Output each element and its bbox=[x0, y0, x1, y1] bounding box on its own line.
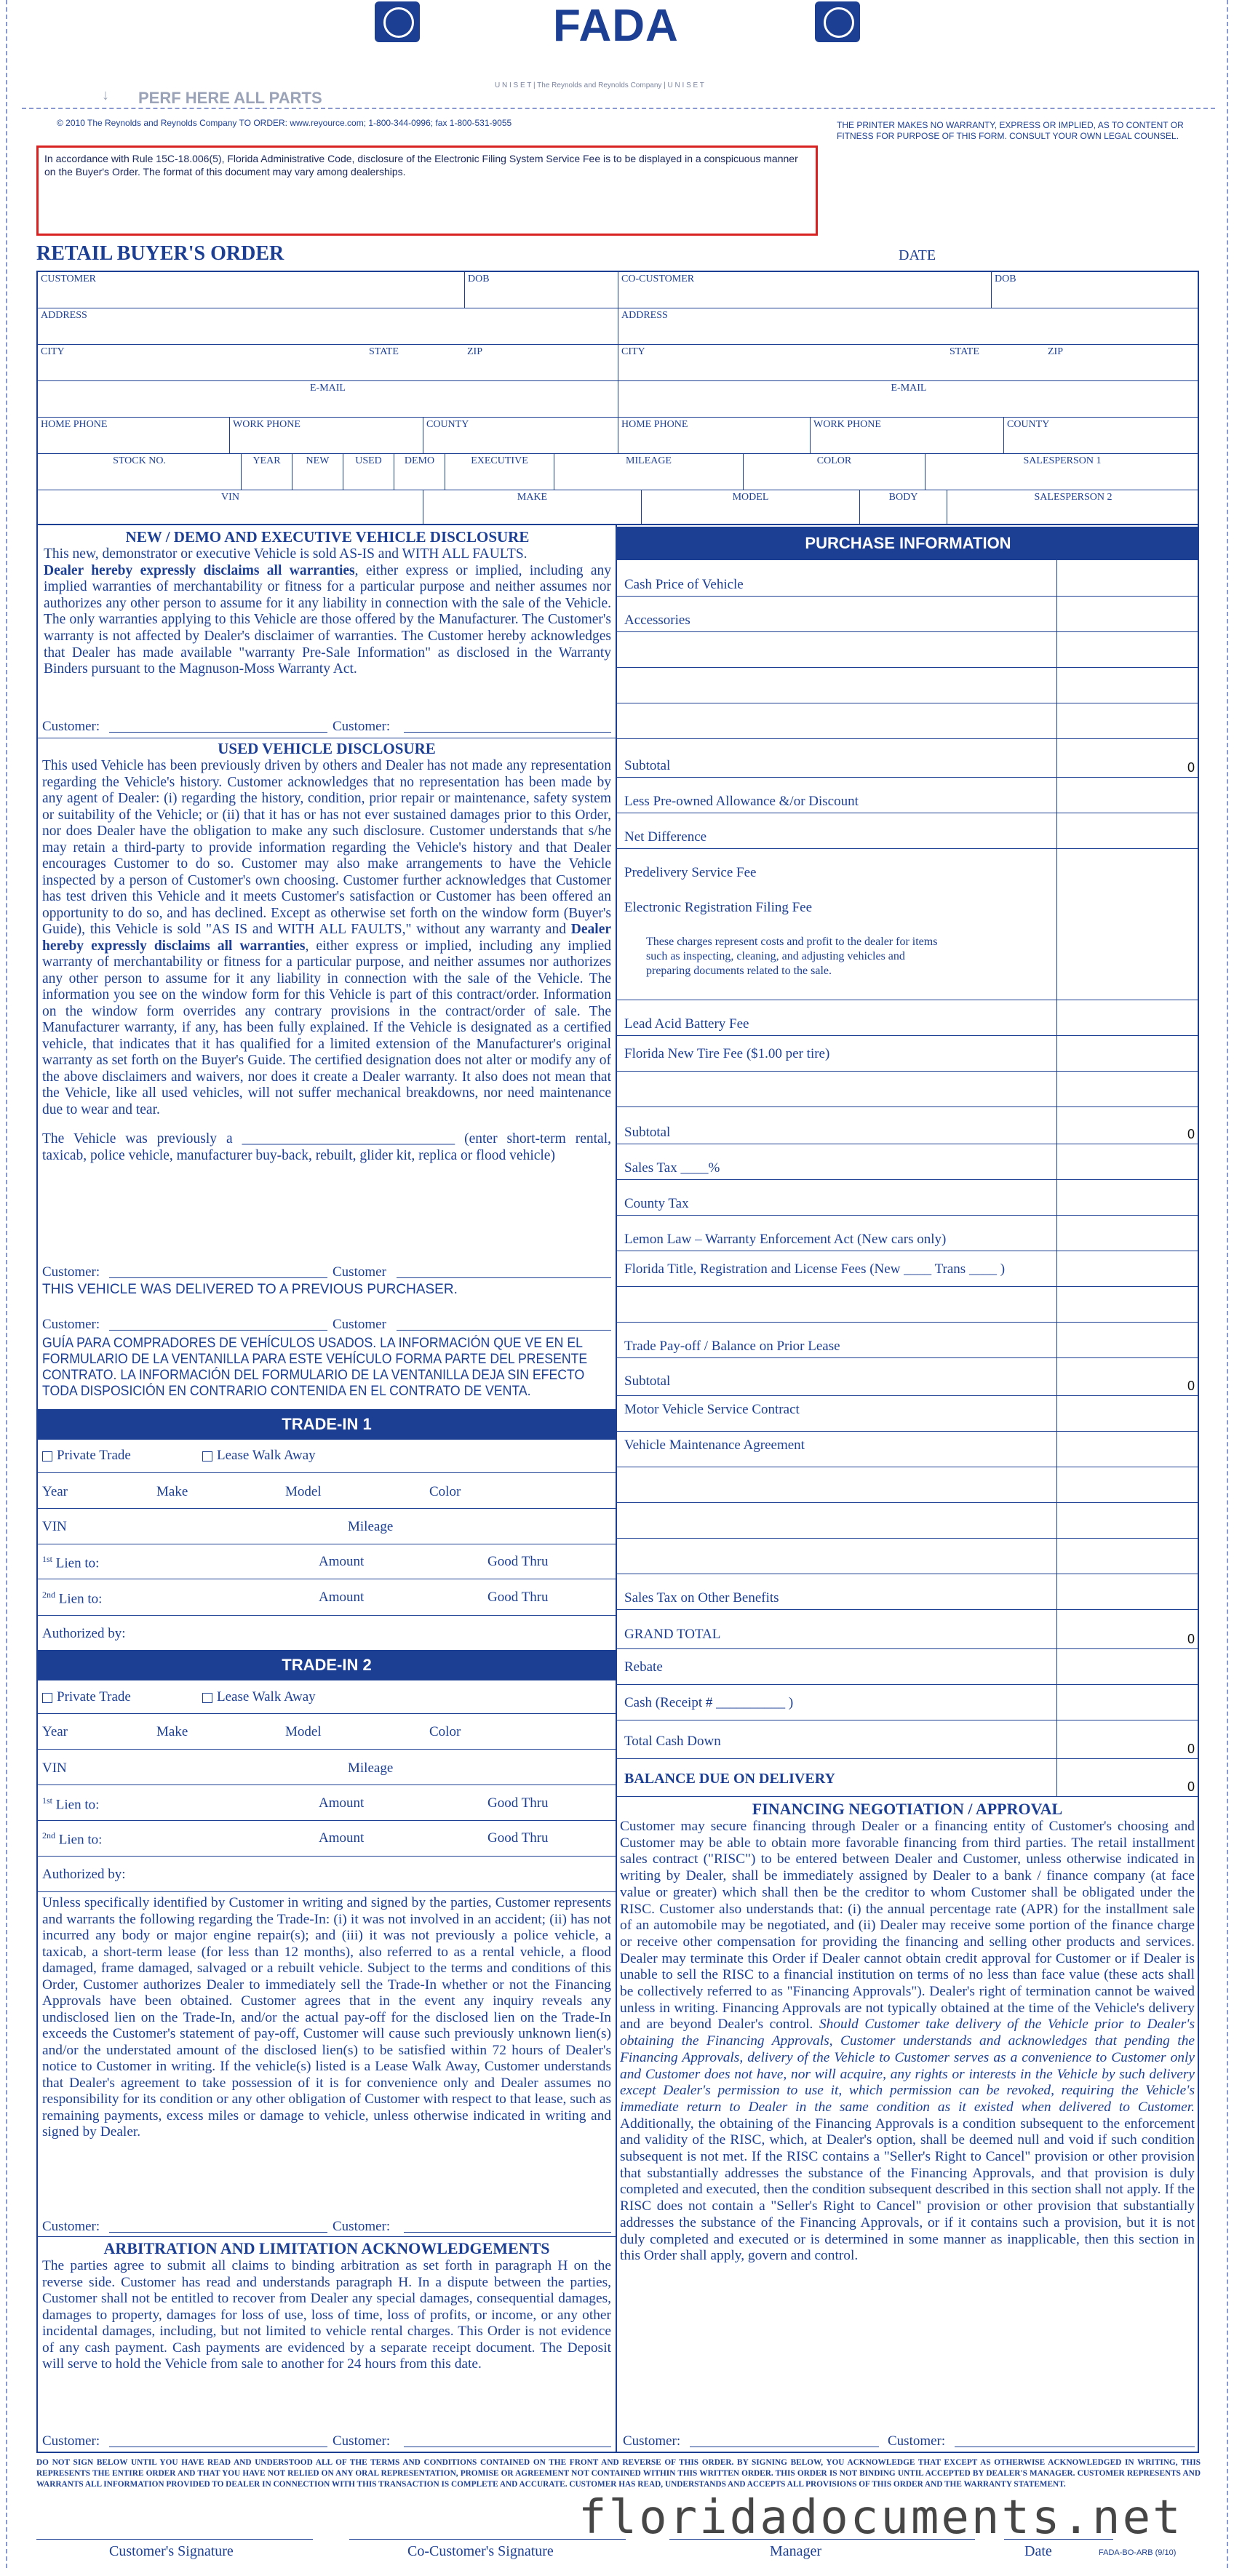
accessories-row[interactable] bbox=[617, 597, 1199, 632]
used-disclosure-title: USED VEHICLE DISCLOSURE bbox=[218, 740, 436, 757]
fin-co-sig: Customer: bbox=[888, 2433, 946, 2449]
divider bbox=[36, 1820, 617, 1821]
t2-lien2-label: Lien to: bbox=[58, 1832, 103, 1848]
new-customer-sig-line[interactable] bbox=[109, 732, 327, 733]
grand-total-label: GRAND TOTAL bbox=[624, 1627, 721, 1642]
salesperson2-label: SALESPERSON 2 bbox=[1034, 492, 1112, 503]
vma-label: Vehicle Maintenance Agreement bbox=[624, 1437, 805, 1453]
demo-field[interactable] bbox=[394, 454, 445, 490]
used-co-sig-line[interactable] bbox=[397, 1277, 611, 1278]
divider bbox=[36, 1749, 617, 1750]
vin-field[interactable] bbox=[38, 490, 423, 525]
co-dob-label: DOB bbox=[995, 274, 1016, 284]
co-city-label: CITY bbox=[621, 346, 645, 357]
email-label: E-MAIL bbox=[310, 383, 346, 394]
co-work-phone-field[interactable] bbox=[811, 418, 1004, 454]
body-label: BODY bbox=[888, 492, 918, 503]
cash-receipt-text: Cash (Receipt # bbox=[624, 1695, 713, 1710]
prev-co-sig-label: Customer bbox=[333, 1317, 386, 1332]
co-state-label: STATE bbox=[950, 346, 979, 357]
executive-field[interactable] bbox=[445, 454, 554, 490]
co-home-phone-label: HOME PHONE bbox=[621, 419, 688, 430]
financing-text-2: Additionally, the obtaining of the Financing Approvals is a condition subsequent to the enforcement and validity of the RISC, which, at Dealer's option, shall be deemed null and void if such condition subsequent is not met. If the RISC contains a "Seller's Right to Cancel" provision or other provision that substantially addresses the substance of the Financing Approvals, and that provision is duly completed and executed, then the condition subsequent described in this section shall not apply. If the RISC does not contain a "Seller's Right to Cancel" provision or other provision that substantially addresses the substance of the Financing Approvals, or if it contains such a provision, but it is not duly completed and executed or is determined in some manner as inapplicable, then this section in this Order shall apply, govern and control. bbox=[620, 2116, 1195, 2264]
county-label: COUNTY bbox=[426, 419, 469, 430]
cash-receipt-row[interactable] bbox=[617, 1685, 1199, 1720]
used-customer-sig-label: Customer: bbox=[42, 1264, 100, 1280]
previous-use-b: (enter short-term rental, taxicab, police vehicle, manufacturer buy-back, rebuilt, glider kit, replica or flood vehicle) bbox=[42, 1131, 611, 1163]
trade-in-disclaimer: Unless specifically identified by Customer in writing and signed by the parties, Customer represents and warrants the following regarding the Trade-In: (i) it was not involved in an accident; (ii) has not incurred any body or major engine repair(s); and (iii) it was not previously a police vehicle, a taxicab, a short-term lease (for less than 12 months), also referred to as a rental vehicle, a flood damaged, frame damaged, salvaged or a rebuilt vehicle. Subject to the terms and conditions of this Order, Customer authorizes Dealer to immediately sell the Trade-In whether or not the Financing Approvals have been obtained. Customer agrees that in the event any inquiry reveals any undisclosed lien on the Trade-In, and/or the actual pay-off for the disclosed lien on the Trade-In exceeds the Customer's statement of pay-off, Customer will cause such previously unknown lien(s) and/or the understated amount of the disclosed lien(s) to be satisfied within 72 hours of Dealer's notice to Customer in writing. If the vehicle(s) listed is a Lease Walk Away, Customer understands that Dealer's agreement to take possession of it is for convenience only and Dealer assumes no responsibility for its condition or any other obligation of Customer with respect to that lease, such as remaining payments, excess miles or damage to vehicle, unless otherwise indicated in writing and signed by Dealer. bbox=[42, 1895, 611, 2140]
balance-due-row bbox=[617, 1759, 1199, 1797]
co-email-label: E-MAIL bbox=[891, 383, 927, 394]
make-label: MAKE bbox=[517, 492, 548, 503]
model-label: MODEL bbox=[732, 492, 769, 503]
t1-year[interactable]: Year bbox=[42, 1484, 68, 1499]
cash-price-label: Cash Price of Vehicle bbox=[624, 577, 744, 592]
mileage-label: MILEAGE bbox=[626, 455, 672, 466]
mvsc-label: Motor Vehicle Service Contract bbox=[624, 1402, 800, 1417]
grand-total-row bbox=[617, 1610, 1199, 1649]
work-phone-field[interactable] bbox=[230, 418, 423, 454]
uniset-label: U N I S E T | The Reynolds and Reynolds Company | U N I S E T bbox=[495, 81, 704, 89]
sales-tax-pct: % bbox=[708, 1160, 720, 1176]
new-disclosure-bold: Dealer hereby expressly disclaims all warranties bbox=[44, 562, 355, 578]
subtotal-1-label: Subtotal bbox=[624, 758, 671, 773]
customer-signature-label: Customer's Signature bbox=[109, 2543, 234, 2559]
work-phone-label: WORK PHONE bbox=[233, 419, 300, 430]
subtotal-1-value: 0 bbox=[1187, 760, 1195, 775]
t2-lien1-amount[interactable]: Amount bbox=[319, 1795, 365, 1811]
blank-row[interactable] bbox=[617, 668, 1199, 703]
header-title: FADA bbox=[553, 1, 679, 51]
t2-make[interactable]: Make bbox=[156, 1724, 188, 1739]
co-zip-label: ZIP bbox=[1048, 346, 1063, 357]
trade-co-sig-line[interactable] bbox=[404, 2232, 611, 2233]
t1-color[interactable]: Color bbox=[429, 1484, 461, 1499]
financing-title: FINANCING NEGOTIATION / APPROVAL bbox=[752, 1800, 1063, 1818]
county-tax-row[interactable] bbox=[617, 1180, 1199, 1216]
arbitration-section bbox=[42, 2239, 611, 2373]
net-difference-row[interactable] bbox=[617, 813, 1199, 849]
total-cash-down-row bbox=[617, 1720, 1199, 1759]
t2-lease-walk-away[interactable] bbox=[202, 1689, 316, 1705]
t2-authorized[interactable]: Authorized by: bbox=[42, 1867, 126, 1882]
t2-private-trade[interactable] bbox=[42, 1689, 131, 1705]
customer-info-grid bbox=[36, 271, 1199, 525]
t1-lease-walk-away[interactable] bbox=[202, 1448, 316, 1464]
home-phone-label: HOME PHONE bbox=[41, 419, 108, 430]
lead-acid-row[interactable] bbox=[617, 1000, 1199, 1036]
salesperson1-label: SALESPERSON 1 bbox=[1023, 455, 1102, 466]
checkbox-icon[interactable] bbox=[202, 1693, 212, 1703]
state-label: STATE bbox=[369, 346, 399, 357]
stock-no-field[interactable] bbox=[38, 454, 242, 490]
t2-vin[interactable]: VIN bbox=[42, 1760, 67, 1776]
t1-lien1-amount[interactable]: Amount bbox=[319, 1554, 365, 1569]
cash-receipt-label: Cash (Receipt # __________ ) bbox=[624, 1695, 794, 1710]
divider bbox=[36, 1615, 617, 1616]
financing-text-1: Customer may secure financing through Dealer or a financing entity of Customer's choosing and Customer may be able to obtain more favorable financing from third parties. The retail installment sales contract ("RISC") to be entered between Dealer and Customer, unless otherwise indicated in writing by Dealer, shall be immediately assigned by Dealer to a bank / finance company (at face value or greater) which shall then be the creditor to whom Customer shall be obligated under the RISC. Customer also understands that: (i) the annual percentage rate (APR) for the installment sale of an automobile may be negotiated, and (ii) Dealer may receive some portion of the finance charge or receive other compensation for providing the financing and selling other products and services. Dealer may terminate this Order if Dealer cannot obtain credit approval for Customer or if Dealer is unable to sell the RISC to a financial institution on terms of no less than face value (these acts shall be collectively referred to as "Financing Approvals"). Dealer's right of termination cannot be waived unless in writing. Financing Approvals are not typically obtained at the time of the Vehicle's delivery and are beyond Dealer's control. bbox=[620, 1819, 1195, 2033]
spanish-notice bbox=[42, 1336, 610, 1400]
year-label: YEAR bbox=[252, 455, 281, 466]
arbitration-text: The parties agree to submit all claims to binding arbitration as set forth in paragraph H on the reverse side. Customer has read and understands paragraph H. In a dispute between the parties, Customer shall not be entitled to recover from Dealer any special damages, consequential damages, damages to property, damages for loss of use, loss of time, loss of profits, or income, or any other incidental damages, including, but not limited to vehicle rental charges. This Order is not evidence of any cash payment. Cash payments are evidenced by a separate receipt document. The Deposit will serve to hold the Vehicle from sale to another for 24 hours from this date. bbox=[42, 2258, 611, 2372]
co-county-label: COUNTY bbox=[1007, 419, 1050, 430]
rebate-label: Rebate bbox=[624, 1659, 663, 1675]
predelivery-label[interactable]: Predelivery Service Fee bbox=[624, 865, 757, 880]
used-disclosure-p1: This used Vehicle has been previously driven by others and Dealer has not made any representation regarding the Vehicle's history. Customer acknowledges that no representation has been made by any agent of Dealer: (i) regarding the history, condition, prior repair or maintenance, safety system or suitability of the Vehicle; or (ii) that it has or has not ever sustained damages prior to this Order, nor does Dealer have the obligation to make any such disclosure. Customer understands that s/he may retain a third-party to provide information regarding the Vehicle's history and that Dealer encourages Customer to do so. Customer may also make arrangements to have the Vehicle inspected by a person of Customer's own choosing. Customer further acknowledges that Customer has test driven this Vehicle and it meets Customer's satisfaction or Customer has been offered an opportunity to do so, and has declined. Except as otherwise set forth on the window form (Buyer's Guide), this Vehicle is sold "AS IS and WITH ALL FAULTS," without any warranty and bbox=[42, 758, 611, 937]
sales-tax-other-row[interactable] bbox=[617, 1574, 1199, 1610]
t2-lien1-good-thru[interactable]: Good Thru bbox=[487, 1795, 549, 1811]
tire-fee-label: Florida New Tire Fee ($1.00 per tire) bbox=[624, 1046, 830, 1061]
checkbox-icon[interactable] bbox=[202, 1451, 212, 1462]
t2-year[interactable]: Year bbox=[42, 1724, 68, 1739]
arbitration-title: ARBITRATION AND LIMITATION ACKNOWLEDGEMENTS bbox=[103, 2239, 550, 2257]
used-label: USED bbox=[355, 455, 382, 466]
city-state-zip-field[interactable] bbox=[38, 345, 618, 381]
subtotal-3-row bbox=[617, 1358, 1199, 1396]
trade-in-2-header: TRADE-IN 2 bbox=[36, 1650, 617, 1680]
form-title: RETAIL BUYER'S ORDER bbox=[36, 242, 284, 265]
city-label: CITY bbox=[41, 346, 65, 357]
color-label: COLOR bbox=[816, 455, 852, 466]
t2-private-label: Private Trade bbox=[57, 1689, 131, 1704]
mvsc-row[interactable] bbox=[617, 1396, 1199, 1432]
trade-customer-sig-line[interactable] bbox=[109, 2232, 327, 2233]
co-email-field[interactable] bbox=[618, 381, 1199, 418]
t2-lien2-amount[interactable]: Amount bbox=[319, 1830, 365, 1846]
t2-lien2-sup: 2nd bbox=[42, 1830, 55, 1841]
fada-logo-right bbox=[815, 1, 860, 42]
co-address-label: ADDRESS bbox=[621, 310, 668, 321]
blank-row[interactable] bbox=[617, 632, 1199, 668]
tire-fee-row[interactable] bbox=[617, 1036, 1199, 1072]
form-number: FADA-BO-ARB (9/10) bbox=[1099, 2548, 1177, 2557]
t2-mileage[interactable]: Mileage bbox=[348, 1760, 394, 1776]
trade-in-1-header: TRADE-IN 1 bbox=[36, 1409, 617, 1440]
co-county-field[interactable] bbox=[1004, 418, 1199, 454]
grand-total-value: 0 bbox=[1187, 1632, 1195, 1646]
co-sig-label: Customer: bbox=[333, 719, 391, 734]
t2-lease-label: Lease Walk Away bbox=[217, 1689, 316, 1704]
arb-customer-sig: Customer: bbox=[42, 2433, 100, 2449]
t1-vin[interactable]: VIN bbox=[42, 1519, 67, 1534]
year-field[interactable] bbox=[242, 454, 292, 490]
lemon-law-row[interactable] bbox=[617, 1216, 1199, 1251]
prev-customer-sig-line[interactable] bbox=[109, 1330, 327, 1331]
co-customer-signature-label: Co-Customer's Signature bbox=[407, 2543, 554, 2559]
trade-payoff-row[interactable] bbox=[617, 1323, 1199, 1358]
prev-co-sig bbox=[333, 1317, 386, 1333]
t1-model[interactable]: Model bbox=[285, 1484, 322, 1499]
address-label: ADDRESS bbox=[41, 310, 87, 321]
dob-field[interactable] bbox=[465, 272, 618, 308]
blank-row[interactable] bbox=[617, 1072, 1199, 1107]
home-phone-field[interactable] bbox=[38, 418, 230, 454]
total-cash-down-value: 0 bbox=[1187, 1742, 1195, 1756]
lemon-law-label: Lemon Law – Warranty Enforcement Act (New cars only) bbox=[624, 1232, 947, 1247]
prev-customer-sig bbox=[42, 1317, 100, 1333]
new-disclosure-title: NEW / DEMO AND EXECUTIVE VEHICLE DISCLOSURE bbox=[125, 528, 530, 546]
t2-lien1-sup: 1st bbox=[42, 1795, 53, 1806]
blank-row[interactable] bbox=[617, 1287, 1199, 1323]
fl-title-row[interactable] bbox=[617, 1251, 1199, 1287]
blank-row[interactable] bbox=[617, 1467, 1199, 1503]
co-customer-label: CO-CUSTOMER bbox=[621, 274, 695, 284]
t1-lien1-good-thru[interactable]: Good Thru bbox=[487, 1554, 549, 1569]
fada-logo-left bbox=[375, 1, 420, 42]
customer-field[interactable] bbox=[38, 272, 465, 308]
divider bbox=[36, 1713, 617, 1714]
used-disclosure-p1b: , either express or implied, including any implied warranty of merchantability or fitness for a particular purpose, and neither assumes nor authorizes any other person to assume for it any liability in connection with the sale of the Vehicle. The information you see on the window form for this Vehicle is part of this contract/order. Information on the window form overrides any contrary provisions in the contract/order of sale. The Manufacturer warranty, if any, has been fully explained. If the Vehicle is designated as a certified vehicle, that indicates that it has qualified for a limited extension of the Manufacturer's original warranty as set forth on the Buyer's Guide. The certified designation does not alter or modify any of the above disclaimers and waivers, nor does it create a Dealer warranty. It also does not mean that the Vehicle, like all used vehicles, will not suffer mechanical breakdowns, nor need maintenance due to wear and tear. bbox=[42, 938, 611, 1117]
previous-use-a: The Vehicle was previously a bbox=[42, 1131, 233, 1147]
customer-signature-line[interactable] bbox=[36, 2539, 313, 2540]
subtotal-1-row bbox=[617, 739, 1199, 778]
perf-line bbox=[22, 108, 1215, 109]
county-field[interactable] bbox=[423, 418, 618, 454]
rebate-row[interactable] bbox=[617, 1649, 1199, 1685]
perf-arrow-icon: ↓ bbox=[102, 87, 109, 103]
used-co-sig-label: Customer bbox=[333, 1264, 386, 1280]
vin-label: VIN bbox=[221, 492, 239, 503]
used-vehicle-disclosure bbox=[42, 740, 611, 1164]
blank-row[interactable] bbox=[617, 1503, 1199, 1539]
new-disclosure-p1: This new, demonstrator or executive Vehicle is sold AS-IS and WITH ALL FAULTS. bbox=[44, 546, 528, 562]
county-tax-label: County Tax bbox=[624, 1196, 689, 1211]
co-work-phone-label: WORK PHONE bbox=[813, 419, 881, 430]
fl-title-label: Florida Title, Registration and License Fees (New ____ Trans ____ ) bbox=[624, 1261, 1006, 1277]
subtotal-2-row bbox=[617, 1107, 1199, 1144]
total-cash-down-label: Total Cash Down bbox=[624, 1734, 721, 1749]
trade-co-sig: Customer: bbox=[333, 2219, 391, 2234]
t2-lien2[interactable] bbox=[42, 1830, 102, 1848]
salesperson1-field[interactable] bbox=[926, 454, 1199, 490]
t1-mileage[interactable]: Mileage bbox=[348, 1519, 394, 1534]
sales-tax-row[interactable] bbox=[617, 1144, 1199, 1180]
used-customer-sig bbox=[42, 1264, 100, 1280]
t2-lien1[interactable] bbox=[42, 1795, 99, 1813]
used-disclosure-text bbox=[42, 758, 611, 1118]
net-difference-label: Net Difference bbox=[624, 829, 707, 845]
demo-label: DEMO bbox=[404, 455, 435, 466]
purchase-info-header: PURCHASE INFORMATION bbox=[617, 527, 1199, 560]
financing-text bbox=[620, 1819, 1195, 2265]
dealer-fees-block bbox=[617, 849, 1199, 1000]
body-field[interactable] bbox=[860, 490, 947, 525]
dob-label: DOB bbox=[468, 274, 490, 284]
salesperson2-field[interactable] bbox=[947, 490, 1199, 525]
sales-tax-other-label: Sales Tax on Other Benefits bbox=[624, 1590, 779, 1606]
arb-co-sig: Customer: bbox=[333, 2433, 391, 2449]
used-customer-sig-line[interactable] bbox=[109, 1277, 327, 1278]
subtotal-2-value: 0 bbox=[1187, 1127, 1195, 1141]
fl-trans-text: Trans bbox=[934, 1261, 966, 1277]
financing-text-italic: Should Customer take delivery of the Vehicle prior to Dealer's obtaining the Financing Approvals, Customer understands and acknowledges that pending the Financing Approvals, delivery of the Vehicle to Customer serves as a convenience to Customer only and Customer does not have, nor will acquire, any rights or interests in the Vehicle by such delivery except Dealer's permission to use it, which permission can be revoked, requiring the Vehicle's immediate return to Dealer in the same condition as it existed when delivered to Customer. bbox=[620, 2017, 1195, 2115]
color-field[interactable] bbox=[744, 454, 926, 490]
address-field[interactable] bbox=[38, 308, 618, 345]
customer-sig-label: Customer: bbox=[42, 719, 100, 734]
new-label: NEW bbox=[306, 455, 330, 466]
rule-notice: In accordance with Rule 15C-18.006(5), Florida Administrative Code, disclosure of the Electronic Filing System Service Fee is to be displayed in a conspicuous manner on the Buyer's Order. The format of this document may vary among dealerships. bbox=[36, 145, 818, 236]
zip-label: ZIP bbox=[467, 346, 482, 357]
t1-private-trade[interactable] bbox=[42, 1448, 131, 1464]
t1-lease-label: Lease Walk Away bbox=[217, 1448, 316, 1463]
less-allowance-row[interactable] bbox=[617, 778, 1199, 813]
used-field[interactable] bbox=[343, 454, 394, 490]
accessories-label: Accessories bbox=[624, 613, 690, 628]
customer-label: CUSTOMER bbox=[41, 274, 96, 284]
t2-model[interactable]: Model bbox=[285, 1724, 322, 1739]
divider bbox=[36, 1472, 617, 1473]
blank-row[interactable] bbox=[617, 703, 1199, 739]
previous-use-text: The Vehicle was previously a ______________________________ (enter short-term rental, taxicab, police vehicle, manufacturer buy-back, rebuilt, glider kit, replica or flood vehicle) bbox=[42, 1131, 611, 1163]
balance-due-label: BALANCE DUE ON DELIVERY bbox=[624, 1771, 835, 1787]
watermark: floridadocuments.net bbox=[578, 2491, 1183, 2545]
t1-lien2-amount[interactable]: Amount bbox=[319, 1590, 365, 1605]
new-vehicle-disclosure bbox=[44, 528, 611, 678]
used-co-sig bbox=[333, 1264, 386, 1280]
model-field[interactable] bbox=[642, 490, 860, 525]
financing-section bbox=[620, 1800, 1195, 2265]
charges-note: These charges represent costs and profit to the dealer for items such as inspecting, cleaning, and adjusting vehicles and preparing documents related to the sale. bbox=[646, 936, 938, 977]
t2-lien1-label: Lien to: bbox=[55, 1797, 100, 1813]
printer-notice: THE PRINTER MAKES NO WARRANTY, EXPRESS OR IMPLIED, AS TO CONTENT OR FITNESS FOR PURPOSE OF THIS FORM. CONSULT YOUR OWN LEGAL COUNSEL. bbox=[837, 120, 1184, 141]
trade-payoff-label: Trade Pay-off / Balance on Prior Lease bbox=[624, 1339, 840, 1354]
cash-price-row[interactable] bbox=[617, 560, 1199, 597]
t1-lien2-sup: 2nd bbox=[42, 1590, 55, 1600]
co-home-phone-field[interactable] bbox=[618, 418, 811, 454]
date-label: DATE bbox=[899, 247, 936, 263]
prev-customer-sig-label: Customer: bbox=[42, 1317, 100, 1332]
divider bbox=[36, 1891, 617, 1892]
co-dob-field[interactable] bbox=[992, 272, 1199, 308]
subtotal-3-label: Subtotal bbox=[624, 1373, 671, 1389]
executive-label: EXECUTIVE bbox=[471, 455, 528, 466]
t1-private-label: Private Trade bbox=[57, 1448, 131, 1463]
erf-label[interactable]: Electronic Registration Filing Fee bbox=[624, 900, 813, 915]
new-disclosure-text bbox=[44, 546, 611, 678]
balance-due-value: 0 bbox=[1187, 1779, 1195, 1794]
previous-purchaser-note: THIS VEHICLE WAS DELIVERED TO A PREVIOUS PURCHASER. bbox=[42, 1282, 458, 1297]
co-city-state-zip-field[interactable] bbox=[618, 345, 1199, 381]
t2-color[interactable]: Color bbox=[429, 1724, 461, 1739]
new-disclosure-customer-sig bbox=[42, 719, 100, 735]
divider bbox=[36, 1508, 617, 1509]
manager-label: Manager bbox=[770, 2543, 822, 2559]
t1-lien2[interactable] bbox=[42, 1590, 102, 1607]
less-allowance-label: Less Pre-owned Allowance &/or Discount bbox=[624, 794, 859, 809]
perf-label: PERF HERE ALL PARTS bbox=[138, 89, 322, 107]
checkbox-icon[interactable] bbox=[42, 1451, 52, 1462]
stock-no-label: STOCK NO. bbox=[113, 455, 166, 466]
t1-lien2-good-thru[interactable]: Good Thru bbox=[487, 1590, 549, 1605]
vma-row[interactable] bbox=[617, 1432, 1199, 1467]
sales-tax-label: Sales Tax ____% bbox=[624, 1160, 720, 1176]
spanish-notice-text: GUÍA PARA COMPRADORES DE VEHÍCULOS USADOS. LA INFORMACIÓN QUE VE EN EL FORMULARIO DE LA VENTANILLA PARA ESTE VEHÍCULO FORMA PARTE DEL PRESENTE CONTRATO. LA INFORMACIÓN DEL FORMULARIO DE LA VENTANILLA DEJA SIN EFECTO TODA DISPOSICIÓN EN CONTRARIO CONTENIDA EN EL CONTRATO DE VENTA. bbox=[42, 1336, 588, 1399]
divider bbox=[36, 2236, 617, 2237]
checkbox-icon[interactable] bbox=[42, 1693, 52, 1703]
fl-title-text: Florida Title, Registration and License Fees (New bbox=[624, 1261, 901, 1277]
lead-acid-label: Lead Acid Battery Fee bbox=[624, 1016, 749, 1032]
co-address-field[interactable] bbox=[618, 308, 1199, 345]
t1-lien1-sup: 1st bbox=[42, 1554, 53, 1564]
trade-customer-sig: Customer: bbox=[42, 2219, 100, 2234]
t1-lien1-label: Lien to: bbox=[55, 1555, 100, 1571]
date-sig-label: Date bbox=[1024, 2543, 1052, 2559]
make-field[interactable] bbox=[423, 490, 642, 525]
t1-make[interactable]: Make bbox=[156, 1484, 188, 1499]
new-field[interactable] bbox=[292, 454, 343, 490]
t1-authorized[interactable]: Authorized by: bbox=[42, 1626, 126, 1641]
fin-customer-sig: Customer: bbox=[623, 2433, 681, 2449]
used-disclosure-bold: Dealer hereby expressly disclaims all warranties bbox=[42, 922, 612, 954]
new-co-sig-line[interactable] bbox=[404, 732, 611, 733]
mileage-field[interactable] bbox=[554, 454, 744, 490]
sales-tax-text: Sales Tax bbox=[624, 1160, 677, 1176]
email-field[interactable] bbox=[38, 381, 618, 418]
new-disclosure-co-sig bbox=[333, 719, 390, 735]
copyright: © 2010 The Reynolds and Reynolds Company TO ORDER: www.reyource.com; 1-800-344-0996; fax 1-800-531-9055 bbox=[57, 118, 512, 128]
blank-row[interactable] bbox=[617, 1539, 1199, 1574]
subtotal-2-label: Subtotal bbox=[624, 1125, 671, 1140]
t1-lien2-label: Lien to: bbox=[58, 1591, 103, 1607]
t1-lien1[interactable] bbox=[42, 1554, 99, 1571]
co-customer-field[interactable] bbox=[618, 272, 992, 308]
new-disclosure-p2: , either express or implied, including any implied warranties of merchantability or fitness for a particular purpose and neither assumes nor authorizes any other person to assume for it any liability in connection with the sale of the Vehicle. The only warranties applying to this Vehicle are those offered by the Manufacturer. The Customer's warranty is not affected by Dealer's disclaimer of warranties. The Customer hereby acknowledges that Dealer has made available "warranty Pre-Sale Information" as disclosed in the Warranty Binders pursuant to the Magnuson-Moss Warranty Act. bbox=[44, 562, 611, 677]
t2-lien2-good-thru[interactable]: Good Thru bbox=[487, 1830, 549, 1846]
prev-co-sig-line[interactable] bbox=[397, 1330, 611, 1331]
footer-warning: DO NOT SIGN BELOW UNTIL YOU HAVE READ AND UNDERSTOOD ALL OF THE TERMS AND CONDITIONS CONTAINED ON THE FRONT AND REVERSE OF THIS ORDER. BY SIGNING BELOW, YOU ACKNOWLEDGE THAT EXCEPT AS OTHERWISE ACKNOWLEDGED IN WRITING, THIS REPRESENTS THE ENTIRE ORDER AND THAT YOU HAVE NOT RELIED ON ANY ORAL REPRESENTATION, PROMISE OR AGREEMENT NOT CONTAINED WITHIN THIS WRITTEN ORDER. THIS ORDER IS NOT BINDING UNTIL ACCEPTED BY DEALER'S MANAGER. CUSTOMER REPRESENTS AND WARRANTS ALL INFORMATION PROVIDED TO DEALER IN CONNECTION WITH THIS TRANSACTION IS COMPLETE AND ACCURATE. CUSTOMER HAS READ, UNDERSTANDS AND ACCEPTS ALL PROVISIONS OF THIS ORDER AND THE WARRANTY STATEMENT. bbox=[36, 2458, 1201, 2489]
subtotal-3-value: 0 bbox=[1187, 1379, 1195, 1393]
divider bbox=[36, 1856, 617, 1857]
